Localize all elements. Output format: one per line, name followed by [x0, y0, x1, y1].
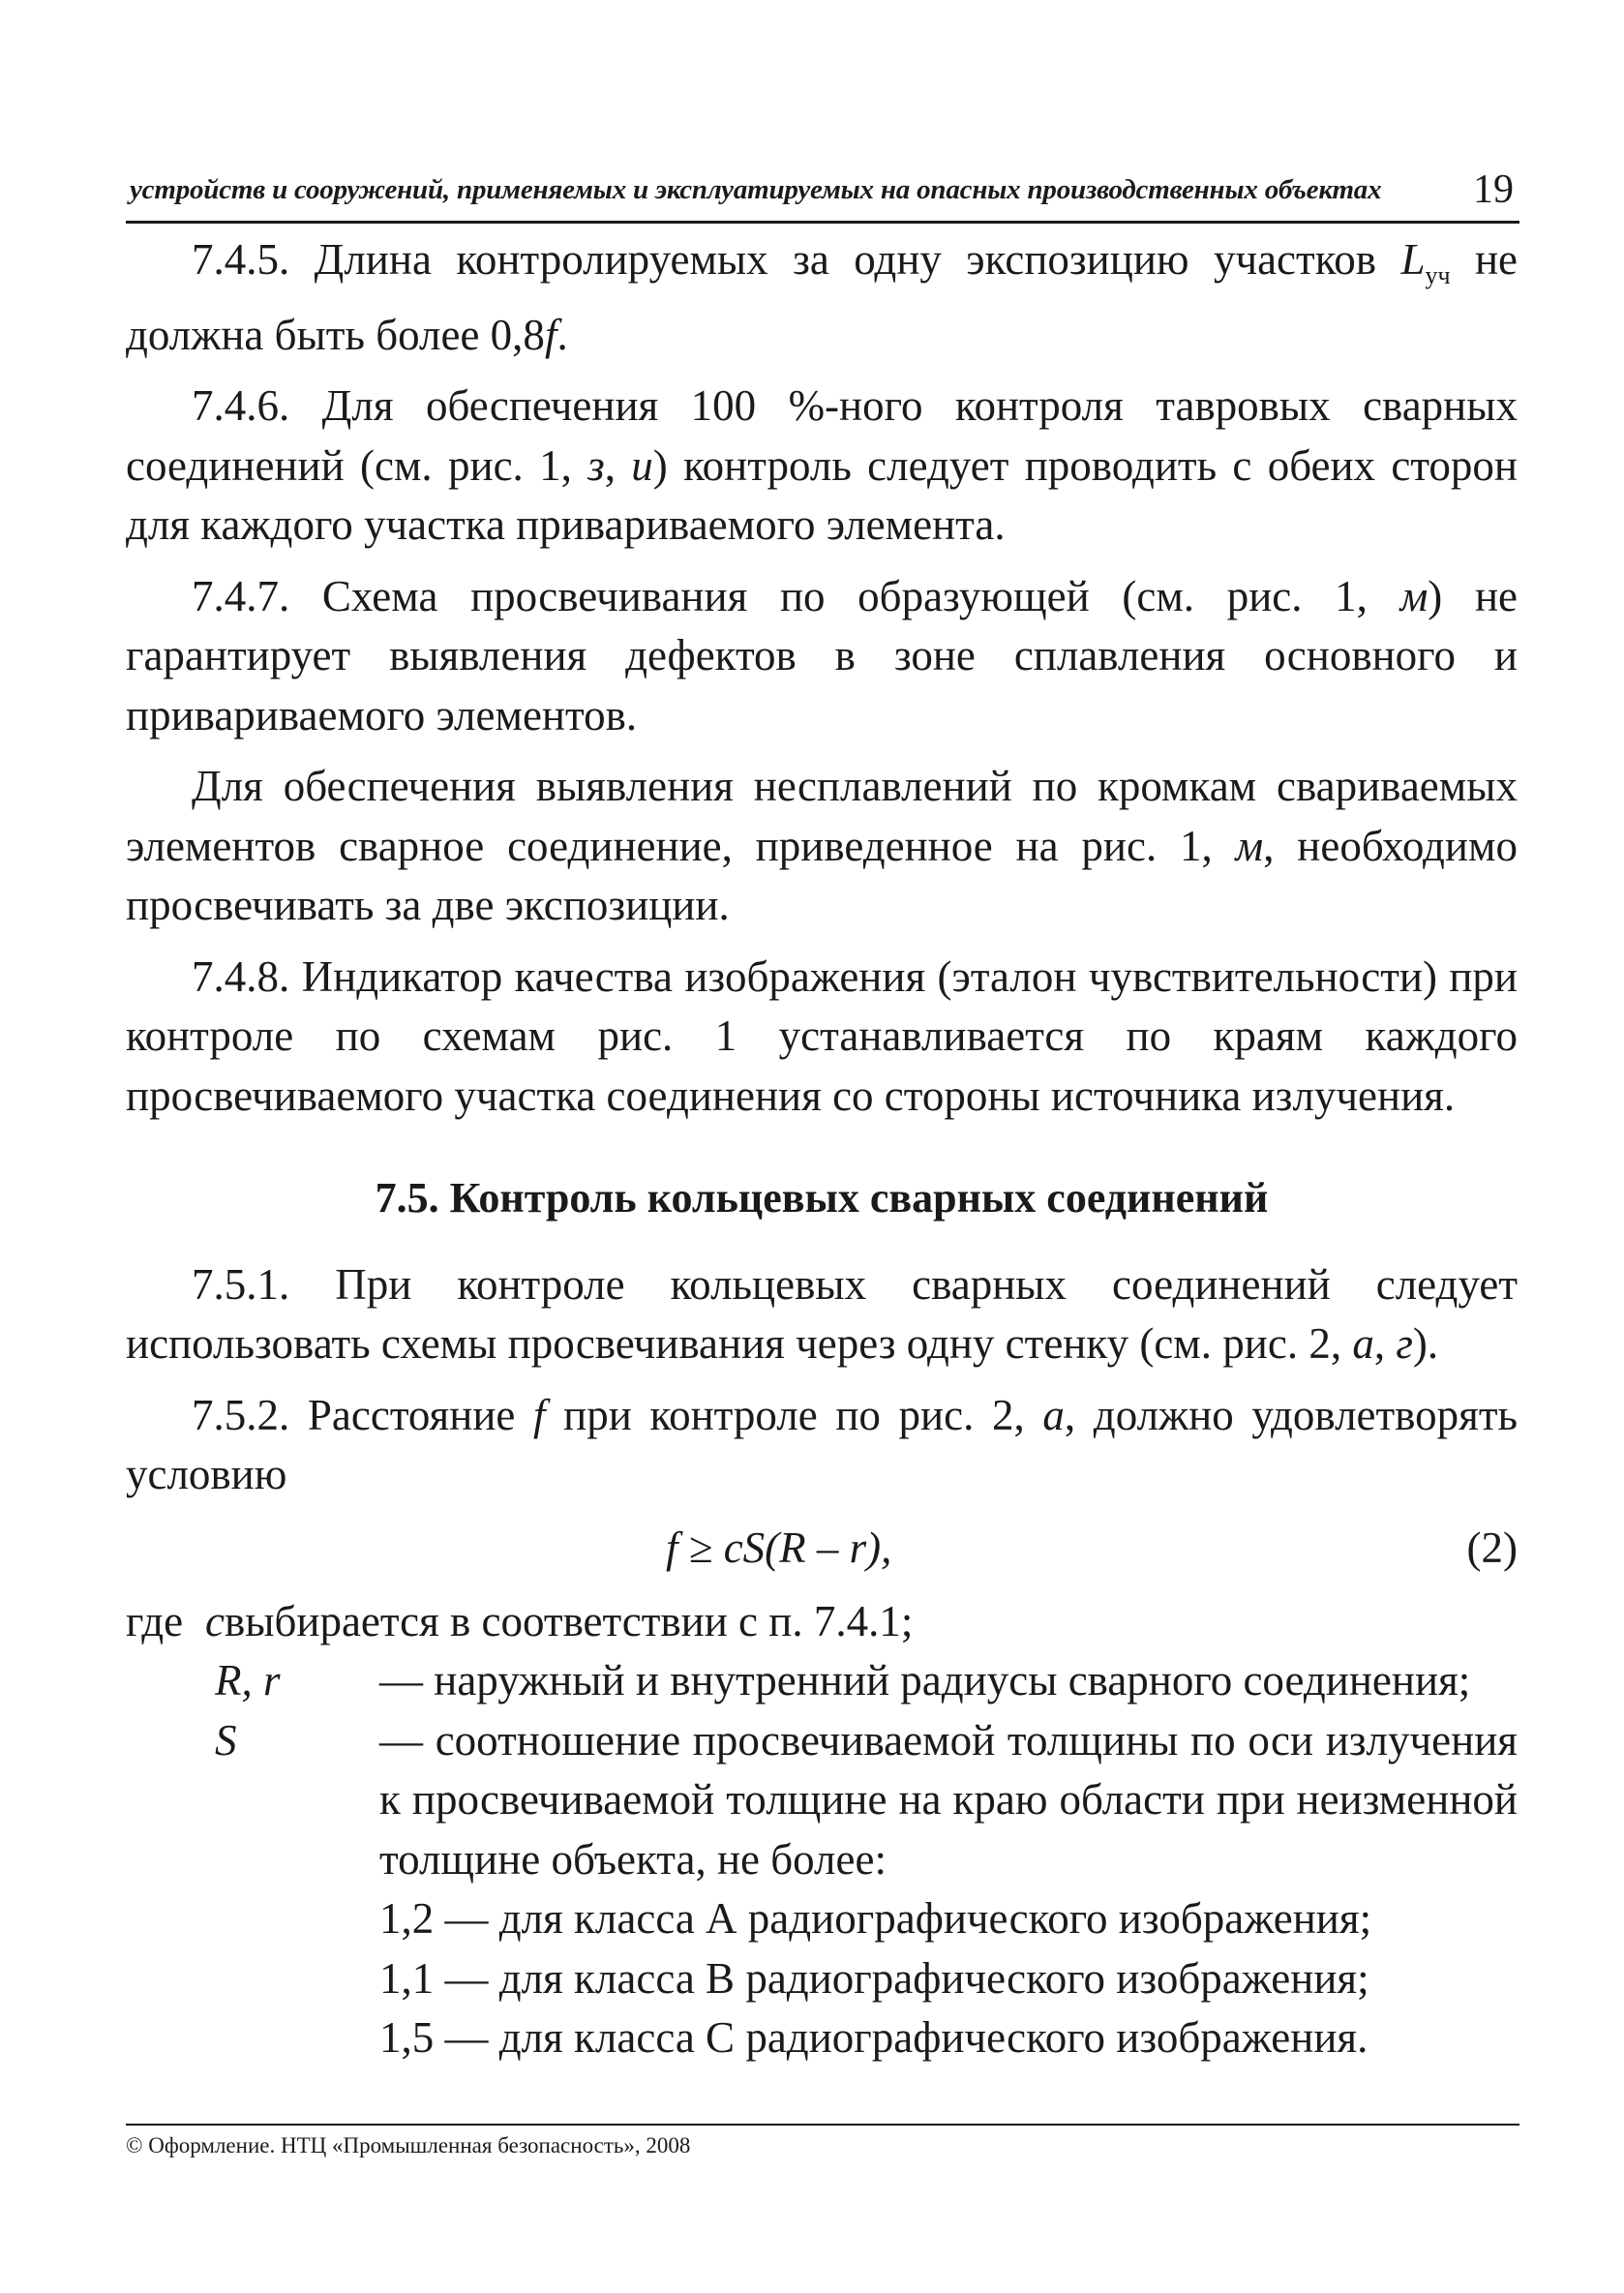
ref-letter: м	[1399, 571, 1429, 620]
definitions-list	[126, 1592, 1518, 2068]
ref-letter: г	[1396, 1319, 1413, 1368]
ref-letter: з	[587, 440, 605, 490]
text: ) не гарантирует выявления дефектов в зоне сплавления основного и привариваемого элементов.	[126, 571, 1518, 739]
definition-text: выбирается в соответствии с п. 7.4.1;	[224, 1596, 914, 1645]
symbol-c: c	[205, 1596, 225, 1645]
ref-letter: и	[631, 440, 653, 490]
definition-term	[126, 1711, 379, 1890]
class-value-item: 1,1 — для класса В радиографического изображения;	[379, 1953, 1369, 2003]
ref-letter: м	[1235, 821, 1264, 870]
class-value-item: 1,2 — для класса А радиографического изображения;	[379, 1894, 1372, 1943]
text: , должно удовлетворять условию	[126, 1390, 1519, 1498]
paragraph-7-4-7-continued	[126, 757, 1518, 936]
class-value-item: 1,5 — для класса С радиографического изображения.	[379, 2013, 1368, 2062]
running-title: устройств и сооружений, применяемых и эксплуатируемых на опасных производственных объектах	[130, 174, 1382, 205]
ref-letter: а	[1352, 1319, 1374, 1368]
text: 7.4.5. Длина контролируемых за одну экспозицию участков	[192, 235, 1401, 284]
text: 7.5.1. При контроле кольцевых сварных соединений следует использовать схемы просвечивания через одну стенку (см. рис. 2,	[126, 1259, 1518, 1368]
definition-c	[126, 1592, 1518, 1652]
text: ).	[1412, 1319, 1439, 1368]
copyright-text: © Оформление. НТЦ «Промышленная безопасность», 2008	[126, 2133, 691, 2157]
paragraph-7-4-8: 7.4.8. Индикатор качества изображения (эталон чувствительности) при контроле по схемам рис. 1 устанавливается по краям каждого просвечиваемого участка соединения со стороны источника излучения.	[126, 951, 1518, 1120]
text: 7.5.2. Расстояние	[192, 1390, 534, 1439]
paragraph-7-4-7	[126, 567, 1518, 746]
paragraph-7-5-1	[126, 1255, 1518, 1374]
formula-number: (2)	[1466, 1523, 1518, 1572]
definition-S	[126, 1711, 1518, 1890]
text: ,	[604, 440, 632, 490]
definition-text: — соотношение просвечиваемой толщины по оси излучения к просвечиваемой толщине на краю области при неизменной толщине объекта, не более:	[379, 1715, 1518, 1884]
page-footer	[126, 2124, 1519, 2158]
running-header	[126, 166, 1519, 224]
symbol-R-r: R, r	[215, 1656, 281, 1705]
definition-text: — наружный и внутренний радиусы сварного соединения;	[379, 1656, 1471, 1705]
paragraph-7-4-5	[126, 230, 1518, 365]
symbol-S: S	[215, 1715, 237, 1765]
definition-term	[126, 1651, 379, 1711]
page-body	[126, 230, 1518, 2068]
where-label: где	[126, 1596, 184, 1645]
symbol-f: f	[533, 1390, 546, 1439]
formula-expression: f ≥ cS(R – r),	[666, 1523, 892, 1572]
text: .	[556, 310, 568, 359]
formula-2	[126, 1515, 1518, 1584]
symbol-L: L	[1400, 235, 1426, 284]
text: ,	[1373, 1319, 1397, 1368]
symbol-f: f	[544, 310, 557, 359]
ref-letter: а	[1042, 1390, 1065, 1439]
paragraph-7-5-2	[126, 1386, 1518, 1505]
text: Для обеспечения выявления несплавлений по кромкам свариваемых элементов сварное соединение, приведенное на рис. 1,	[126, 762, 1518, 870]
definition-R-r	[126, 1651, 1518, 1711]
paragraph-7-4-6	[126, 377, 1518, 556]
text: 7.4.6. Для обеспечения 100 %-ного контроля тавровых сварных соединений (см. рис. 1,	[126, 381, 1518, 490]
text: при контроле по рис. 2,	[545, 1390, 1043, 1439]
page-number: 19	[1473, 167, 1514, 212]
text: ) контроль следует проводить с обеих сторон для каждого участка привариваемого элемента.	[126, 440, 1518, 549]
subscript: уч	[1425, 261, 1451, 289]
text: , необходимо просвечивать за две экспозиции.	[126, 821, 1518, 929]
text: 7.4.7. Схема просвечивания по образующей (см. рис. 1,	[192, 571, 1400, 620]
section-heading: 7.5. Контроль кольцевых сварных соединений	[375, 1174, 1269, 1222]
class-values-list	[126, 1889, 1518, 2068]
text: не должна быть более 0,8	[126, 235, 1519, 359]
